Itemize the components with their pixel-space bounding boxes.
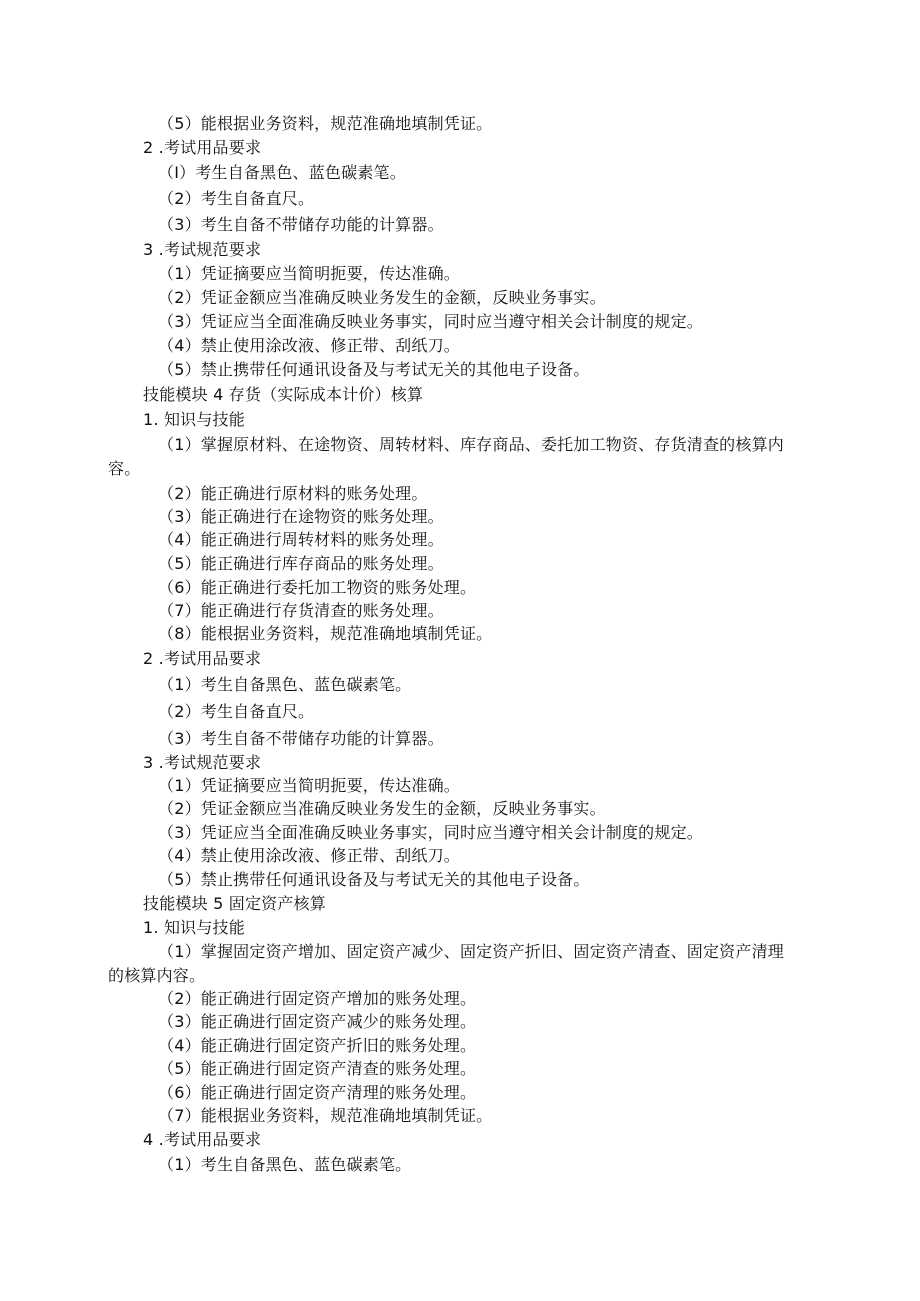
wrapped-paragraph: （1）掌握原材料、在途物资、周转材料、库存商品、委托加工物资、存货清查的核算内容。 bbox=[108, 435, 784, 478]
text-line: （2）考生自备直尺。 bbox=[158, 189, 315, 208]
text-line: （3）考生自备不带储存功能的计算器。 bbox=[158, 729, 444, 748]
text-line: （3）能正确进行固定资产减少的账务处理。 bbox=[158, 1012, 477, 1031]
text-line: （5）能正确进行库存商品的账务处理。 bbox=[158, 554, 444, 573]
text-line: （2）考生自备直尺。 bbox=[158, 702, 315, 721]
text-line: （4）能正确进行周转材料的账务处理。 bbox=[158, 530, 444, 549]
text-line: （I）考生自备黑色、蓝色碳素笔。 bbox=[158, 163, 406, 182]
wrapped-paragraph: （1）掌握固定资产增加、固定资产减少、固定资产折旧、固定资产清查、固定资产清理的核算内容。 bbox=[108, 942, 784, 985]
text-line: （4）禁止使用涂改液、修正带、刮纸刀。 bbox=[158, 336, 460, 355]
text-line: （6）能正确进行委托加工物资的账务处理。 bbox=[158, 578, 477, 597]
section-heading: 2 .考试用品要求 bbox=[143, 138, 262, 157]
text-line: （3）凭证应当全面准确反映业务事实，同时应当遵守相关会计制度的规定。 bbox=[158, 312, 703, 331]
section-heading: 3 .考试规范要求 bbox=[143, 240, 262, 259]
text-line: （4）禁止使用涂改液、修正带、刮纸刀。 bbox=[158, 846, 460, 865]
section-heading: 3 .考试规范要求 bbox=[143, 753, 262, 772]
text-line: （3）凭证应当全面准确反映业务事实，同时应当遵守相关会计制度的规定。 bbox=[158, 823, 703, 842]
text-line: （1）凭证摘要应当简明扼要，传达准确。 bbox=[158, 776, 460, 795]
text-line: （7）能正确进行存货清查的账务处理。 bbox=[158, 601, 444, 620]
text-line: （6）能正确进行固定资产清理的账务处理。 bbox=[158, 1083, 477, 1102]
text-line: （2）能正确进行固定资产增加的账务处理。 bbox=[158, 989, 477, 1008]
text-line: （4）能正确进行固定资产折旧的账务处理。 bbox=[158, 1036, 477, 1055]
section-heading: 4 .考试用品要求 bbox=[143, 1130, 262, 1149]
section-heading: 1. 知识与技能 bbox=[143, 918, 245, 937]
text-line: （3）能正确进行在途物资的账务处理。 bbox=[158, 507, 444, 526]
text-line: （8）能根据业务资料，规范准确地填制凭证。 bbox=[158, 624, 493, 643]
text-line: （7）能根据业务资料，规范准确地填制凭证。 bbox=[158, 1106, 493, 1125]
section-heading: 1. 知识与技能 bbox=[143, 410, 245, 429]
text-line: （5）能正确进行固定资产清查的账务处理。 bbox=[158, 1059, 477, 1078]
text-line: （5）禁止携带任何通讯设备及与考试无关的其他电子设备。 bbox=[158, 360, 590, 379]
text-line: （2）能正确进行原材料的账务处理。 bbox=[158, 484, 428, 503]
text-line: （2）凭证金额应当准确反映业务发生的金额，反映业务事实。 bbox=[158, 799, 606, 818]
text-line: （5）禁止携带任何通讯设备及与考试无关的其他电子设备。 bbox=[158, 870, 590, 889]
text-line: （2）凭证金额应当准确反映业务发生的金额，反映业务事实。 bbox=[158, 288, 606, 307]
text-line: （1）凭证摘要应当简明扼要，传达准确。 bbox=[158, 264, 460, 283]
module-heading: 技能模块 5 固定资产核算 bbox=[143, 894, 326, 913]
text-line: （5）能根据业务资料，规范准确地填制凭证。 bbox=[158, 114, 493, 133]
text-line: （1）考生自备黑色、蓝色碳素笔。 bbox=[158, 675, 412, 694]
section-heading: 2 .考试用品要求 bbox=[143, 649, 262, 668]
text-line: （3）考生自备不带储存功能的计算器。 bbox=[158, 215, 444, 234]
text-line: （1）考生自备黑色、蓝色碳素笔。 bbox=[158, 1155, 412, 1174]
module-heading: 技能模块 4 存货（实际成本计价）核算 bbox=[143, 385, 424, 404]
